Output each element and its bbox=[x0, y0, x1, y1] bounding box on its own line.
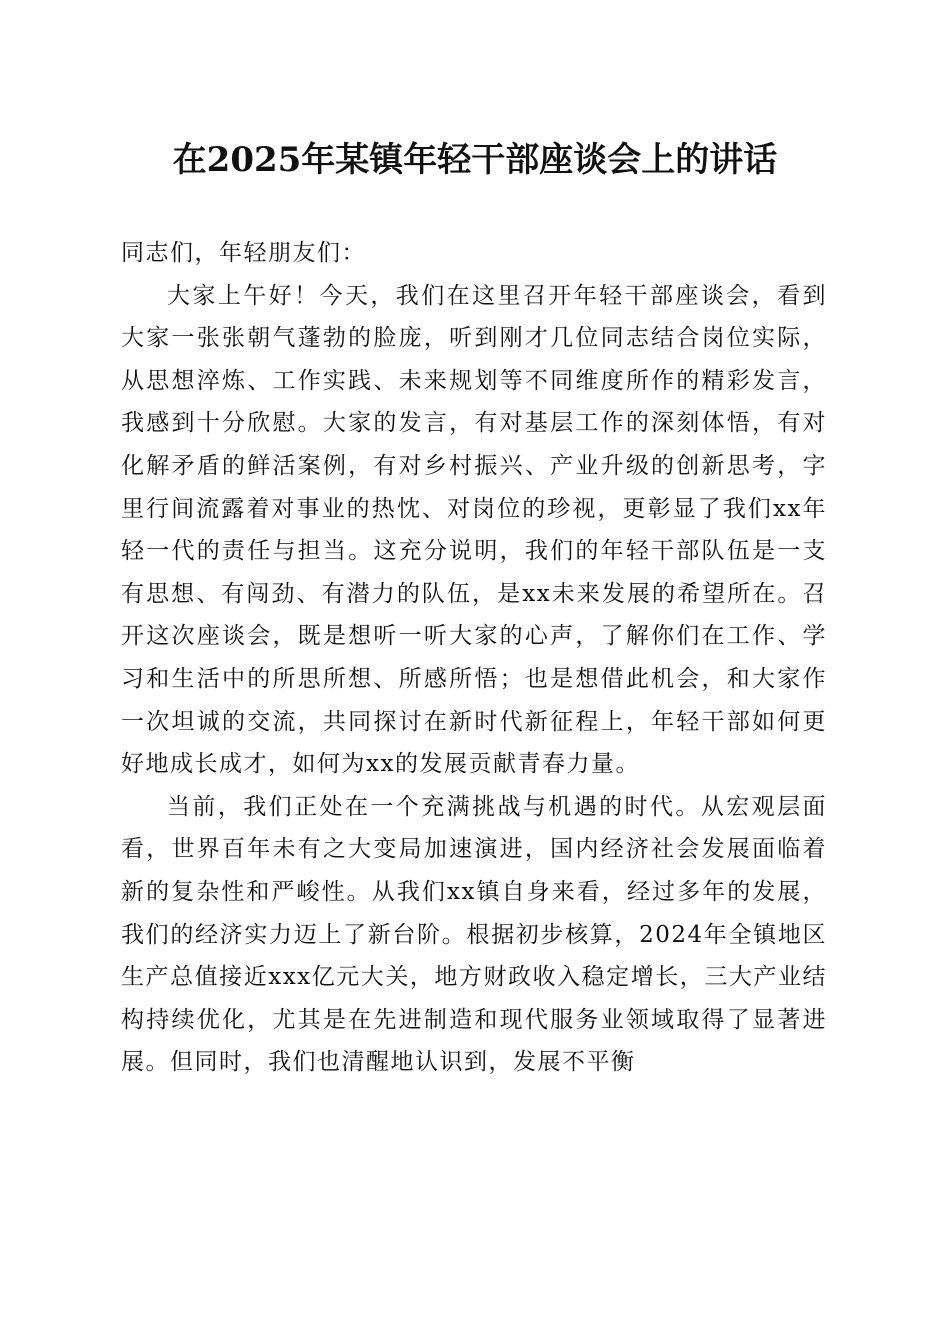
document-title: 在2025年某镇年轻干部座谈会上的讲话 bbox=[172, 140, 778, 180]
document-body bbox=[121, 232, 827, 1084]
paragraph-2: 当前，我们正处在一个充满挑战与机遇的时代。从宏观层面看，世界百年未有之大变局加速演进，国内经济社会发展面临着新的复杂性和严峻性。从我们xx镇自身来看，经过多年的发展，我们的经济实力迈上了新台阶。根据初步核算，2024年全镇地区生产总值接近xxx亿元大关，地方财政收入稳定增长，三大产业结构持续优化，尤其是在先进制造和现代服务业领域取得了显著进展。但同时，我们也清醒地认识到，发展不平衡 bbox=[121, 793, 827, 1076]
salutation: 同志们，年轻朋友们： bbox=[121, 240, 366, 266]
paragraph-1: 大家上午好！今天，我们在这里召开年轻干部座谈会，看到大家一张张朝气蓬勃的脸庞，听到刚才几位同志结合岗位实际，从思想淬炼、工作实践、未来规划等不同维度所作的精彩发言，我感到十分欣慰。大家的发言，有对基层工作的深刻体悟，有对化解矛盾的鲜活案例，有对乡村振兴、产业升级的创新思考，字里行间流露着对事业的热忱、对岗位的珍视，更彰显了我们xx年轻一代的责任与担当。这充分说明，我们的年轻干部队伍是一支有思想、有闯劲、有潜力的队伍，是xx未来发展的希望所在。召开这次座谈会，既是想听一听大家的心声，了解你们在工作、学习和生活中的所思所想、所感所悟；也是想借此机会，和大家作一次坦诚的交流，共同探讨在新时代新征程上，年轻干部如何更好地成长成才，如何为xx的发展贡献青春力量。 bbox=[121, 282, 827, 778]
